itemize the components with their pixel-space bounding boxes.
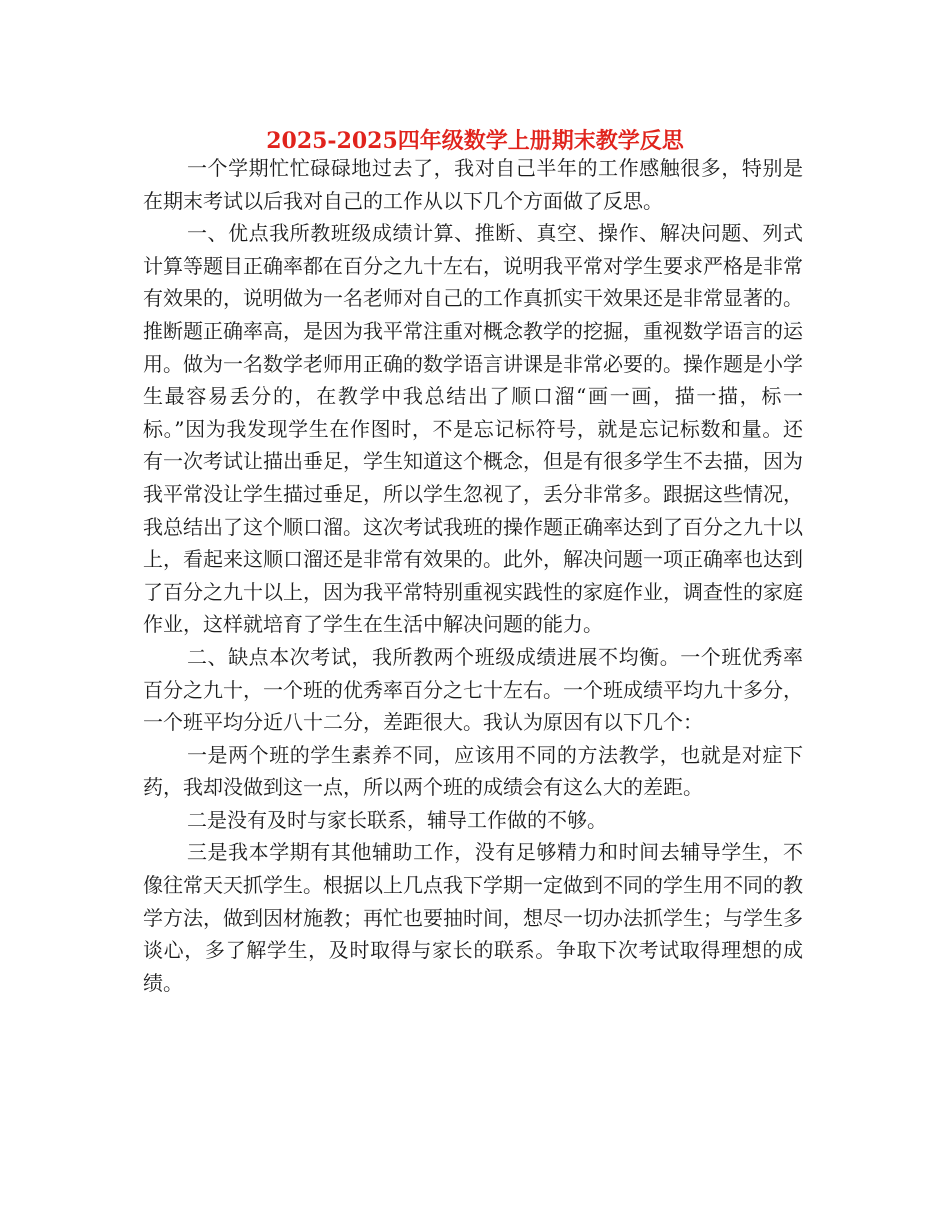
paragraph-strengths: 一、优点我所教班级成绩计算、推断、真空、操作、解决问题、列式计算等题目正确率都在百分之九十左右，说明我平常对学生要求严格是非常有效果的，说明做为一名老师对自己的工作真抓实干效果还是非常显著的。推断题正确率高，是因为我平常注重对概念教学的挖掘，重视数学语言的运用。做为一名数学老师用正确的数学语言讲课是非常必要的。操作题是小学生最容易丢分的，在教学中我总结出了顺口溜“画一画，描一描，标一标。”因为我发现学生在作图时，不是忘记标符号，就是忘记标数和量。还有一次考试让描出垂足，学生知道这个概念，但是有很多学生不去描，因为我平常没让学生描过垂足，所以学生忽视了，丢分非常多。跟据这些情况，我总结出了这个顺口溜。这次考试我班的操作题正确率达到了百分之九十以上，看起来这顺口溜还是非常有效果的。此外，解决问题一项正确率也达到了百分之九十以上，因为我平常特别重视实践性的家庭作业，调查性的家庭作业，这样就培育了学生在生活中解决问题的能力。 bbox=[143, 221, 803, 637]
paragraph-intro: 一个学期忙忙碌碌地过去了，我对自己半年的工作感触很多，特别是在期末考试以后我对自己的工作从以下几个方面做了反思。 bbox=[143, 156, 803, 213]
paragraph-reason-two: 二是没有及时与家长联系，辅导工作做的不够。 bbox=[187, 807, 607, 832]
paragraph-reason-one: 一是两个班的学生素养不同，应该用不同的方法教学，也就是对症下药，我却没做到这一点，所以两个班的成绩会有这么大的差距。 bbox=[143, 742, 803, 800]
document-title: 2025-2025四年级数学上册期末教学反思 bbox=[266, 127, 684, 154]
paragraph-weaknesses: 二、缺点本次考试，我所教两个班级成绩进展不均衡。一个班优秀率百分之九十，一个班的优秀率百分之七十左右。一个班成绩平均九十多分，一个班平均分近八十二分，差距很大。我认为原因有以下几个： bbox=[143, 644, 803, 735]
paragraph-reason-three: 三是我本学期有其他辅助工作，没有足够精力和时间去辅导学生，不像往常天天抓学生。根据以上几点我下学期一定做到不同的学生用不同的教学方法，做到因材施教；再忙也要抽时间，想尽一切办法抓学生；与学生多谈心，多了解学生，及时取得与家长的联系。争取下次考试取得理想的成绩。 bbox=[143, 840, 803, 995]
document-body bbox=[143, 152, 803, 999]
